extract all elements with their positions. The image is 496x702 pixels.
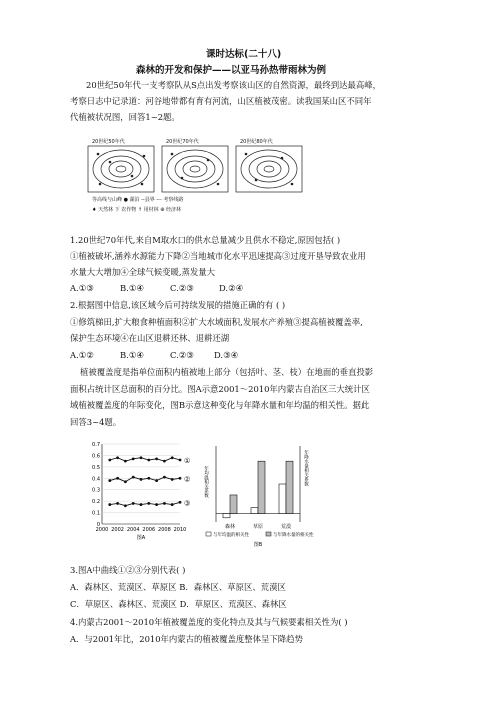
- chart-a-series-label: ②: [184, 475, 191, 484]
- chart-a-data-point: [132, 476, 135, 479]
- q2-option-c: C.②③: [170, 350, 194, 360]
- map-panel-2-label: 20世纪70年代: [166, 139, 199, 145]
- map3-contour-c: [257, 161, 281, 177]
- chart-b-legend-label: 与年均温的相关性: [213, 533, 249, 538]
- chart-a-data-point: [155, 457, 158, 460]
- chart-a-series-line: [110, 477, 180, 482]
- chart-a-y-tick-label: 0.3: [92, 487, 100, 494]
- map1-contour-b: [101, 156, 141, 182]
- map1-forest-symbol: [141, 183, 144, 186]
- q2-option-b: B.①④: [120, 350, 144, 360]
- chart-a-data-point: [179, 477, 182, 480]
- intro-line-2: 考察日志中记录道：河谷地带都有育有河流，山区植被茂密。读我国某山区不同年: [70, 96, 372, 106]
- chart-a-data-point: [116, 477, 119, 480]
- q2-line-2: 保护生态环境④在山区退耕还林、退耕还湖: [70, 333, 230, 343]
- chart-a-data-point: [163, 476, 166, 479]
- map1-contour-d: [116, 166, 126, 172]
- chart-b-legend-swatch: [206, 532, 211, 536]
- chart-a-data-point: [179, 501, 182, 504]
- intro-line-3: 代植被状况图，回答1~2题。: [70, 112, 180, 122]
- page-title: 课时达标(二十八): [206, 49, 282, 60]
- map1-forest-symbol: [131, 175, 134, 178]
- page-subtitle: 森林的开发和保护——以亚马孙热带雨林为例: [136, 65, 327, 76]
- chart-a-data-point: [124, 504, 127, 507]
- q1-option-c: C.②③: [170, 283, 194, 293]
- map-panel-3-label: 20世纪80年代: [240, 139, 273, 145]
- map3-symbol: [291, 183, 294, 186]
- chart-a-series-line: [110, 458, 180, 461]
- map2-contour-c: [183, 161, 207, 177]
- chart-a-x-tick-label: 2002: [111, 527, 124, 533]
- q1-stem: 1.20世纪70年代,来自M取水口的供水总量减少且供水不稳定,原因包括( ): [70, 235, 341, 245]
- map-legend-row-2: ♦ 天然林 下 农作物 ↑ 用材林 ⊕ 经济林: [92, 207, 181, 213]
- chart-b-bar: [251, 508, 258, 514]
- vegetation-map-figure: [86, 136, 306, 218]
- chart-a-data-point: [147, 477, 150, 480]
- chart-a-y-tick-label: 0: [96, 522, 100, 528]
- chart-b-category-label: 荒漠: [280, 524, 292, 530]
- chart-a-y-tick-label: 0.5: [92, 464, 100, 471]
- q1-option-a: A.①③: [70, 283, 94, 293]
- chart-b-bar: [223, 514, 230, 518]
- q2-stem: 2.根据图中信息,该区域今后可持续发展的措施正确的有 ( ): [70, 300, 286, 310]
- map3-symbol: [245, 153, 248, 156]
- map3-symbol: [281, 157, 284, 160]
- q2-option-a: A.①②: [70, 350, 94, 360]
- chart-a-data-point: [108, 503, 111, 506]
- chart-b-bar: [258, 461, 265, 513]
- passage2-line-1: 植被覆盖度是指单位面积内植被地上部分（包括叶、茎、枝）在地面的垂直投影: [80, 367, 374, 377]
- chart-a-data-point: [171, 478, 174, 481]
- chart-a-data-point: [179, 459, 182, 462]
- chart-a: [84, 438, 200, 546]
- map2-symbol: [171, 153, 174, 156]
- q1-line-2: 水量大大增加④全球气候变暖,蒸发量大: [70, 267, 216, 277]
- q4-option-a: A．与2001年比，2010年内蒙古的植被覆盖度整体呈下降趋势: [70, 634, 303, 644]
- chart-a-data-point: [108, 479, 111, 482]
- chart-a-data-point: [132, 502, 135, 505]
- chart-a-data-point: [124, 460, 127, 463]
- chart-a-x-tick-label: 2004: [126, 527, 140, 533]
- chart-a-data-point: [124, 480, 127, 483]
- map2-symbol: [181, 177, 184, 180]
- q2-option-d: D.③④: [214, 350, 239, 360]
- map1-forest-symbol: [109, 161, 112, 164]
- passage2-line-3: 域植被覆盖度的年际变化，图B示意这种变化与年降水量和年均温的相关性。据此: [70, 400, 370, 410]
- map1-contour-c: [109, 161, 133, 177]
- chart-a-data-point: [163, 460, 166, 463]
- q3-option-row-2: C．草原区、森林区、荒漠区 D．草原区、荒漠区、森林区: [70, 599, 287, 609]
- chart-a-y-tick-label: 0.7: [92, 442, 100, 448]
- chart-b-bar: [286, 461, 293, 513]
- map-legend-row-1: 等高线与山峰 ● 湖泊 --县界 --- 考察线路: [92, 197, 184, 203]
- chart-a-x-tick-label: 2008: [158, 527, 171, 533]
- map2-symbol: [217, 183, 220, 186]
- chart-a-data-point: [155, 479, 158, 482]
- chart-a-data-point: [155, 503, 158, 506]
- chart-a-data-point: [108, 459, 111, 462]
- chart-a-series-line: [110, 502, 180, 505]
- q1-option-b: B.①④: [120, 283, 144, 293]
- chart-a-data-point: [147, 459, 150, 462]
- chart-b-legend-label: 与年降水量的相关性: [273, 533, 314, 538]
- chart-b-category-label: 草原: [252, 524, 264, 530]
- q2-line-1: ①修筑梯田,扩大粮食种植面积②扩大水域面积,发展水产养殖③提高植被覆盖率,: [70, 317, 363, 327]
- map1-forest-symbol: [99, 183, 102, 186]
- map1-forest-symbol: [143, 155, 146, 158]
- passage2-line-4: 回答3~4题。: [70, 417, 122, 427]
- chart-a-data-point: [163, 502, 166, 505]
- map1-forest-symbol: [97, 153, 100, 156]
- chart-a-y-tick-label: 0.1: [92, 510, 100, 517]
- map-panel-1-label: 20世纪50年代: [92, 139, 125, 145]
- chart-a-x-tick-label: 2006: [142, 527, 156, 533]
- chart-b-left-axis-label: 年均温相关系数: [203, 466, 209, 498]
- chart-b-category-label: 森林: [224, 524, 236, 530]
- chart-a-data-point: [171, 503, 174, 506]
- chart-a-y-tick-label: 0.6: [92, 453, 100, 460]
- chart-a-data-point: [140, 456, 143, 459]
- chart-a-data-point: [116, 456, 119, 459]
- chart-a-data-point: [171, 456, 174, 459]
- map3-contour-d: [264, 166, 274, 172]
- map3-contour-b: [249, 156, 289, 182]
- chart-b-caption: 图B: [253, 542, 263, 548]
- chart-a-data-point: [132, 457, 135, 460]
- chart-a-data-point: [116, 502, 119, 505]
- passage2-line-2: 面积占统计区总面积的百分比。图A示意2001～2010年内蒙古自治区三大统计区: [70, 384, 370, 394]
- chart-a-data-point: [140, 478, 143, 481]
- chart-b: [202, 438, 330, 550]
- chart-a-series-label: ③: [184, 499, 191, 508]
- intro-line-1: 20世纪50年代一支考察队从S点出发考察该山区的自然资源，最终到达最高峰，: [86, 80, 382, 90]
- q1-line-1: ①植被破坏,涵养水源能力下降②当地城市化水平迅速提高③过度开垦导致农业用: [70, 251, 366, 261]
- chart-a-data-point: [140, 503, 143, 506]
- chart-b-bar: [279, 484, 286, 514]
- chart-a-series-label: ①: [184, 457, 191, 465]
- map3-symbol: [255, 179, 258, 182]
- chart-b-right-axis-label: 年降水量相关系数: [303, 450, 309, 486]
- chart-a-x-tick-label: 2010: [173, 527, 187, 533]
- chart-a-caption: 图A: [136, 535, 146, 541]
- map2-symbol: [207, 159, 210, 162]
- q4-stem: 4.内蒙古2001～2010年植被覆盖度的变化特点及其与气候要素相关性为( ): [70, 617, 348, 627]
- q3-stem: 3.图A中曲线①②③分别代表( ): [70, 565, 186, 575]
- chart-a-y-tick-label: 0.2: [92, 499, 100, 506]
- q3-option-row-1: A．森林区、荒漠区、草原区 B．森林区、草原区、荒漠区: [70, 582, 286, 592]
- chart-b-bar: [230, 495, 237, 514]
- chart-b-legend-swatch: [266, 532, 271, 536]
- chart-a-x-tick-label: 2000: [95, 527, 109, 533]
- map2-contour-d: [190, 166, 200, 172]
- q1-option-d: D.②④: [219, 283, 244, 293]
- chart-a-data-point: [147, 502, 150, 505]
- chart-a-y-tick-label: 0.4: [92, 476, 100, 483]
